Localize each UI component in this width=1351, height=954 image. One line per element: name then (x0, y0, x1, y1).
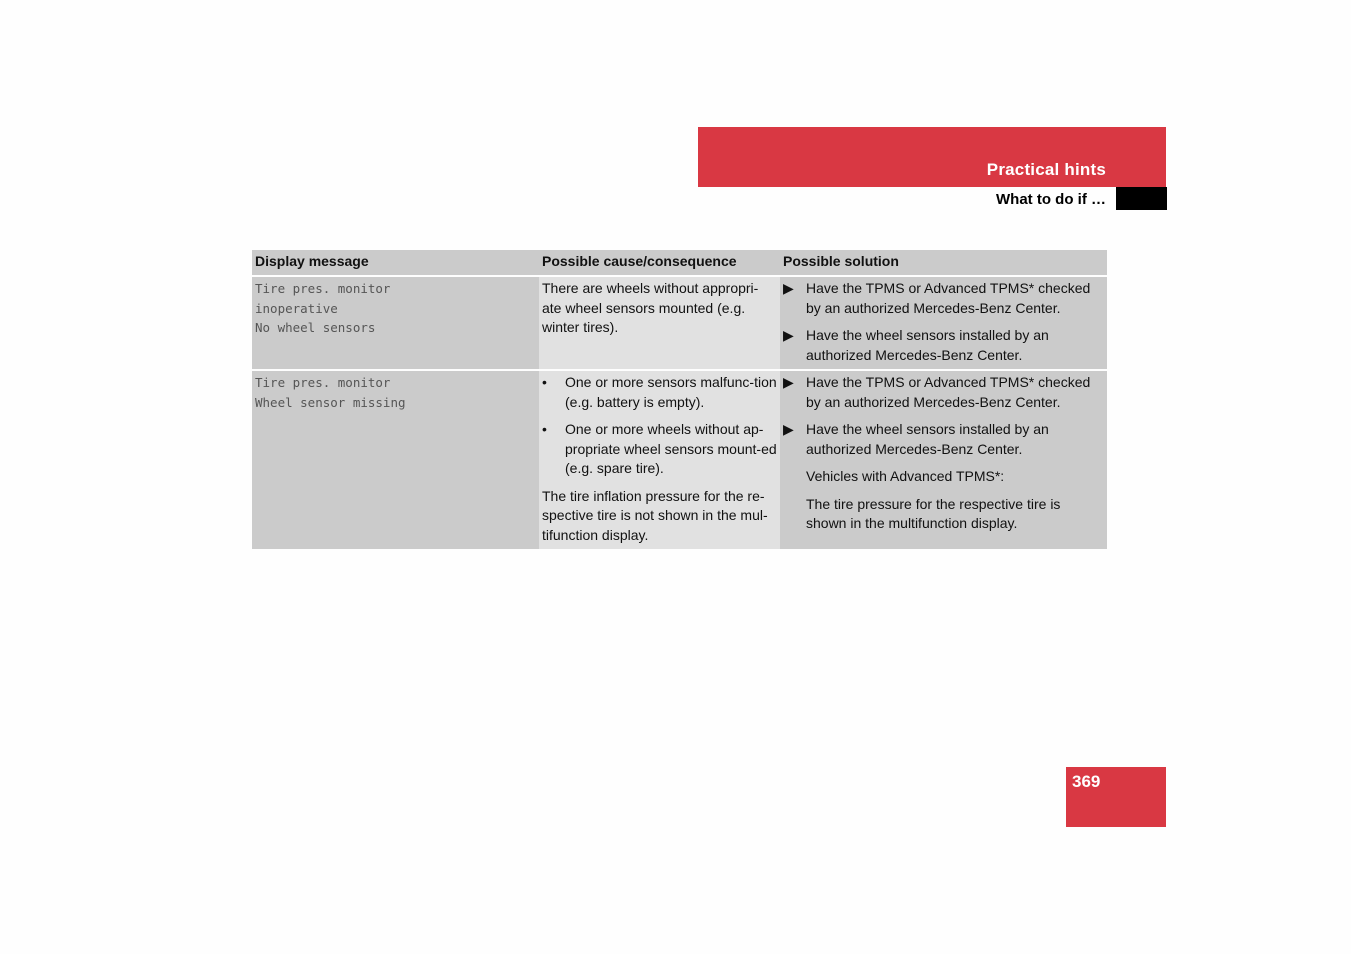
solution-step (783, 420, 1104, 459)
section-title: Practical hints (986, 160, 1106, 179)
table-row (252, 276, 1107, 370)
display-message-line: inoperative (255, 300, 338, 316)
display-message-line: Wheel sensor missing (255, 394, 406, 410)
display-messages-table (252, 250, 1107, 549)
arrow-icon: ▶ (783, 327, 794, 343)
table-row (252, 370, 1107, 549)
table-header-row (252, 250, 1107, 276)
display-message-line: Tire pres. monitor (255, 281, 391, 296)
subsection-title: What to do if … (996, 191, 1106, 208)
arrow-icon: ▶ (783, 280, 794, 296)
bullet-icon: • (542, 421, 547, 437)
cause-bullet-text: One or more sensors malfunc-tion (e.g. battery is empty). (565, 374, 777, 410)
page-number-box (1066, 767, 1166, 827)
arrow-icon: ▶ (783, 421, 794, 437)
cause-bullet-text: One or more wheels without ap-propriate wheel sensors mount-ed (e.g. spare tire). (565, 421, 777, 476)
column-header-display-message: Display message (252, 250, 539, 276)
cause-cell (539, 370, 780, 549)
cause-bullet (542, 373, 777, 412)
solution-note: Vehicles with Advanced TPMS*: (806, 468, 1005, 484)
cause-cell (539, 276, 780, 370)
display-message-cell (252, 370, 539, 549)
solution-text: Have the TPMS or Advanced TPMS* checked by an authorized Mercedes-Benz Center. (806, 280, 1091, 316)
solution-step (783, 279, 1104, 318)
page-number: 369 (1072, 772, 1101, 791)
section-tab-marker (1116, 187, 1167, 210)
display-message-line: No wheel sensors (255, 320, 376, 335)
cause-text: The tire inflation pressure for the re-spective tire is not shown in the mul-tifunction display. (542, 487, 768, 543)
solution-cell (780, 370, 1107, 549)
solution-note: The tire pressure for the respective tire is shown in the multifunction display. (806, 495, 1061, 531)
solution-text: Have the wheel sensors installed by an authorized Mercedes-Benz Center. (806, 327, 1049, 363)
solution-text: Have the TPMS or Advanced TPMS* checked by an authorized Mercedes-Benz Center. (806, 374, 1091, 410)
display-message-cell (252, 276, 539, 370)
cause-bullet (542, 420, 777, 479)
solution-step (783, 373, 1104, 412)
column-header-cause: Possible cause/consequence (539, 250, 780, 276)
solution-cell (780, 276, 1107, 370)
solution-step (783, 326, 1104, 365)
display-message-line: Tire pres. monitor (255, 375, 391, 390)
bullet-icon: • (542, 374, 547, 390)
column-header-solution: Possible solution (780, 250, 1107, 276)
arrow-icon: ▶ (783, 374, 794, 390)
solution-text: Have the wheel sensors installed by an authorized Mercedes-Benz Center. (806, 421, 1049, 457)
cause-text: There are wheels without appropri-ate wheel sensors mounted (e.g. winter tires). (542, 280, 759, 335)
